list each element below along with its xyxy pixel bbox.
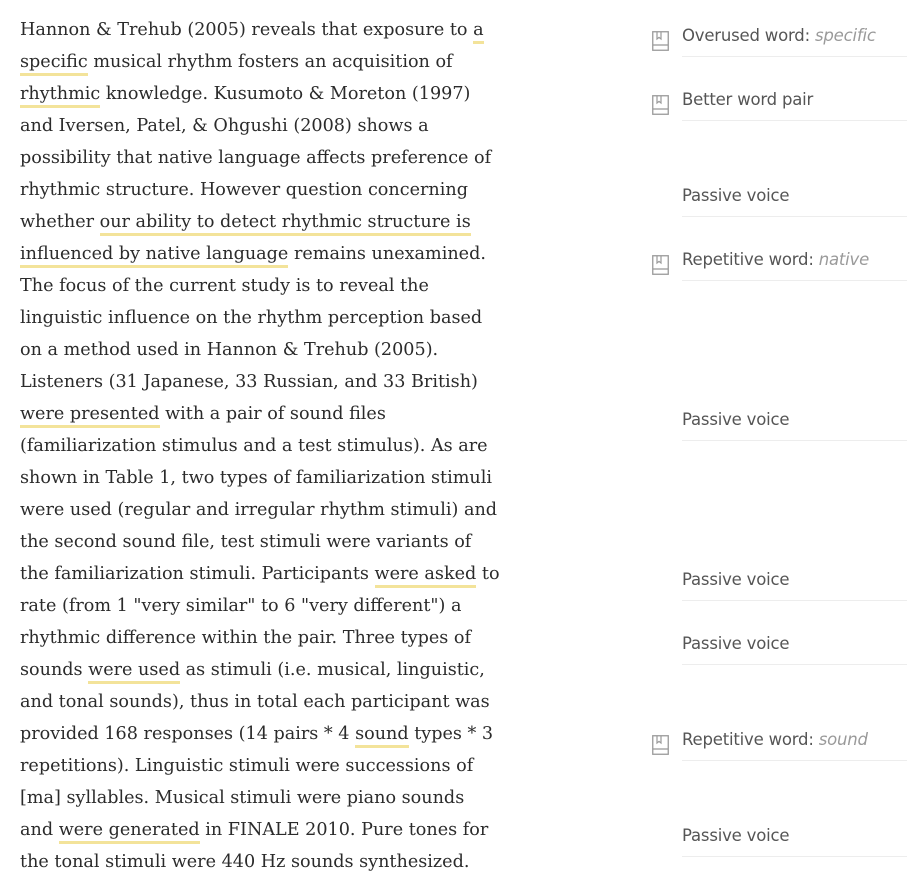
- suggestion-label: Passive voice: [682, 634, 790, 653]
- document-text[interactable]: [20, 14, 500, 878]
- highlighted-phrase[interactable]: sound: [355, 724, 409, 748]
- bookmark-book-icon: [652, 255, 669, 275]
- highlighted-phrase[interactable]: were generated: [59, 820, 200, 844]
- text-run: Listeners (31 Japanese, 33 Russian, and 33 British): [20, 372, 478, 392]
- text-run: types * 3 repetitions). Linguistic stimuli were successions of [ma] syllables. Musical stimuli were piano sounds and: [20, 724, 494, 840]
- text-run: to rate (from 1 "very similar" to 6 "very different") a rhythmic difference within the pair. Three types of sounds: [20, 564, 500, 680]
- text-run: remains unexamined. The focus of the current study is to reveal the linguistic influence on the rhythm perception based on a method used in Hannon & Trehub (2005).: [20, 244, 486, 360]
- suggestion-label: Better word pair: [682, 90, 814, 109]
- suggestion-card[interactable]: [640, 236, 907, 282]
- divider: [682, 280, 907, 281]
- divider: [682, 760, 907, 761]
- suggestion-label: Passive voice: [682, 570, 790, 589]
- suggestion-card[interactable]: [640, 12, 907, 58]
- highlighted-phrase[interactable]: were asked: [375, 564, 477, 588]
- bookmark-book-icon: [652, 735, 669, 755]
- text-run: as stimuli (i.e. musical, linguistic, and tonal sounds), thus in total each participant was provided 168 responses (14 pairs * 4: [20, 660, 490, 744]
- suggestion-label: Repetitive word: native: [682, 250, 870, 269]
- suggestion-card[interactable]: [640, 716, 907, 762]
- suggestion-label: Overused word: specific: [682, 26, 876, 45]
- text-run: musical rhythm fosters an acquisition of: [87, 52, 453, 72]
- highlighted-phrase[interactable]: rhythmic: [20, 84, 100, 108]
- suggestion-label: Passive voice: [682, 826, 790, 845]
- suggestion-card[interactable]: [640, 76, 907, 122]
- highlighted-phrase[interactable]: were presented: [20, 404, 160, 428]
- paragraph-2[interactable]: [20, 366, 500, 878]
- bookmark-book-icon: [652, 95, 669, 115]
- suggestion-card[interactable]: [640, 812, 907, 858]
- highlighted-phrase[interactable]: specific: [20, 52, 88, 76]
- suggestion-label: Repetitive word: sound: [682, 730, 868, 749]
- text-run: knowledge. Kusumoto & Moreton (1997) and Iversen, Patel, & Ohgushi (2008) shows a possibility that native language affects preference of rhythmic structure. However question concerning whether: [20, 84, 492, 232]
- divider: [682, 600, 907, 601]
- divider: [682, 440, 907, 441]
- divider: [682, 664, 907, 665]
- text-run: Hannon & Trehub (2005) reveals that exposure to: [20, 20, 474, 40]
- suggestion-card[interactable]: [640, 396, 907, 442]
- divider: [682, 56, 907, 57]
- highlighted-phrase[interactable]: a: [473, 20, 484, 44]
- bookmark-book-icon: [652, 31, 669, 51]
- highlighted-phrase[interactable]: were used: [88, 660, 180, 684]
- suggestion-label: Passive voice: [682, 186, 790, 205]
- divider: [682, 216, 907, 217]
- suggestion-card[interactable]: [640, 556, 907, 602]
- paragraph-1[interactable]: [20, 14, 500, 366]
- divider: [682, 856, 907, 857]
- suggestions-panel: [640, 0, 907, 859]
- suggestion-card[interactable]: [640, 172, 907, 218]
- suggestion-card[interactable]: [640, 620, 907, 666]
- highlighted-phrase[interactable]: our ability to detect rhythmic structure is influenced by native language: [20, 212, 471, 268]
- divider: [682, 120, 907, 121]
- text-run: in FINALE 2010. Pure tones for the tonal stimuli were 440 Hz sounds synthesized.: [20, 820, 489, 872]
- text-run: with a pair of sound files (familiarization stimulus and a test stimulus). As are shown in Table 1, two types of familiarization stimuli were used (regular and irregular rhythm stimuli) and the second sound file, test stimuli were variants of the familiarization stimuli. Participants: [20, 404, 498, 584]
- suggestion-label: Passive voice: [682, 410, 790, 429]
